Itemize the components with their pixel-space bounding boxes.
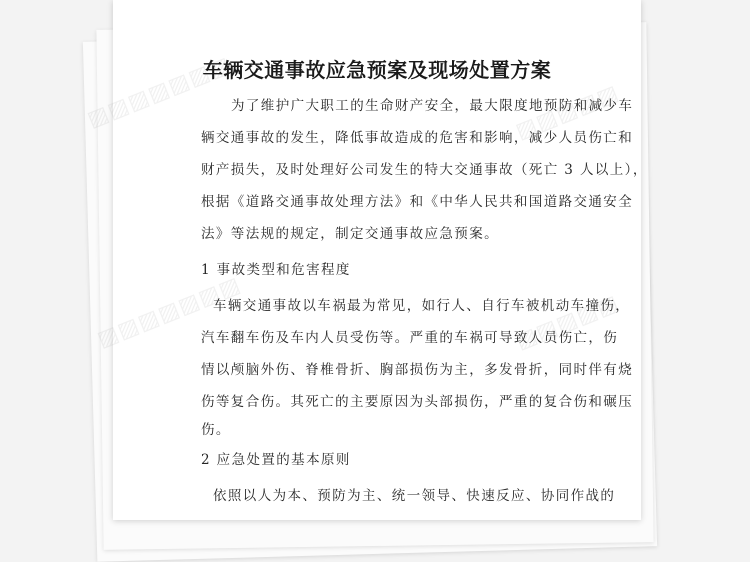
watermark: ▨▨▨▨▨ — [512, 80, 623, 145]
watermark: ▨▨▨▨▨ — [512, 290, 623, 355]
body-line: 法》等法规的规定，制定交通事故应急预案。 — [201, 226, 499, 242]
body-line: 伤等复合伤。其死亡的主要原因为头部损伤，严重的复合伤和碾压 — [201, 394, 634, 410]
document-page — [83, 0, 648, 520]
body-line: 辆交通事故的发生，降低事故造成的危害和影响，减少人员伤亡和 — [201, 130, 634, 146]
body-line: 财产损失，及时处理好公司发生的特大交通事故（死亡 3 人以上）， — [201, 162, 648, 178]
body-line: 汽车翻车伤及车内人员受伤等。严重的车祸可导致人员伤亡，伤 — [201, 330, 619, 346]
body-line: 根据《道路交通事故处理方法》和《中华人民共和国道路交通安全 — [201, 194, 634, 210]
body-line: 车辆交通事故以车祸最为常见，如行人、自行车被机动车撞伤， — [213, 298, 631, 314]
watermark: ▨▨▨▨▨▨▨ — [93, 272, 245, 353]
body-line: 情以颅脑外伤、脊椎骨折、胸部损伤为主，多发骨折，同时伴有烧 — [201, 362, 634, 378]
body-line: 为了维护广大职工的生命财产安全，最大限度地预防和减少车 — [231, 98, 634, 114]
body-line: 伤。 — [201, 422, 231, 438]
body-line: 依照以人为本、预防为主、统一领导、快速反应、协同作战的 — [213, 488, 616, 504]
watermark: ▨▨▨▨▨▨▨ — [83, 52, 235, 133]
section-heading: 2 应急处置的基本原则 — [201, 452, 351, 468]
section-heading: 1 事故类型和危害程度 — [201, 262, 351, 278]
document-title: 车辆交通事故应急预案及现场处置方案 — [202, 58, 552, 82]
